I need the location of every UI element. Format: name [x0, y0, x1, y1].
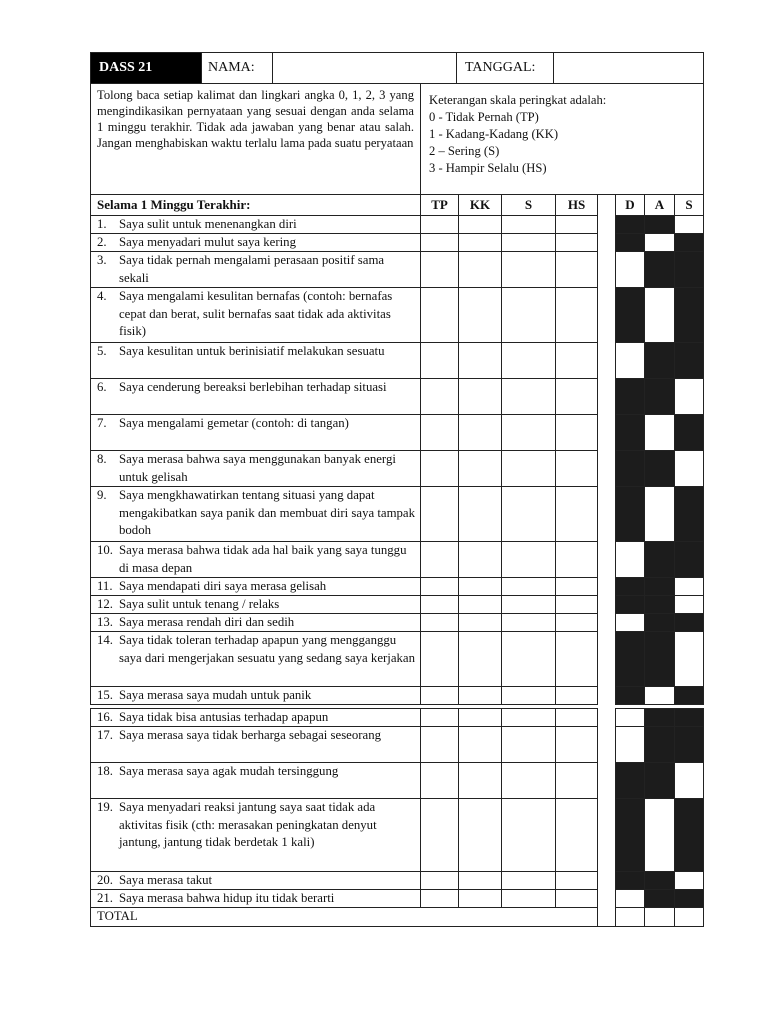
scale-marker-empty: [644, 414, 675, 451]
scale-marker-filled: [644, 889, 675, 908]
scale-marker-filled: [644, 762, 675, 799]
scale-marker-empty: [644, 686, 675, 705]
question-number: 20.: [97, 873, 113, 887]
scale-marker-filled: [674, 287, 704, 343]
question-row: [90, 871, 421, 890]
scale-marker-filled: [644, 595, 675, 614]
scale-marker-empty: [615, 708, 645, 727]
rating-cell[interactable]: [555, 450, 598, 487]
legend-item: 1 - Kadang-Kadang (KK): [429, 127, 559, 141]
column-gap: [597, 907, 616, 927]
rating-cell[interactable]: [555, 595, 598, 614]
question-text: Saya merasa bahwa hidup itu tidak berarti: [119, 891, 335, 905]
question-row: [90, 342, 421, 379]
question-text: Saya merasa saya mudah untuk panik: [119, 688, 312, 702]
rating-cell[interactable]: [458, 342, 502, 379]
rating-cell[interactable]: [555, 631, 598, 687]
question-row: [90, 450, 421, 487]
rating-cell[interactable]: [501, 486, 556, 542]
scale-marker-empty: [644, 233, 675, 252]
question-row: [90, 889, 421, 908]
rating-cell[interactable]: [501, 595, 556, 614]
rating-cell[interactable]: [501, 708, 556, 727]
scale-marker-empty: [644, 798, 675, 872]
rating-cell[interactable]: [501, 215, 556, 234]
scale-marker-empty: [615, 726, 645, 763]
rating-cell[interactable]: [458, 871, 502, 890]
question-row: [90, 414, 421, 451]
column-gap: [597, 541, 616, 578]
question-number: 9.: [97, 488, 107, 502]
legend-item: 3 - Hampir Selalu (HS): [429, 161, 547, 175]
scale-marker-filled: [644, 726, 675, 763]
rating-cell[interactable]: [501, 798, 556, 872]
column-gap: [597, 595, 616, 614]
scale-marker-filled: [674, 541, 704, 578]
scale-marker-filled: [674, 708, 704, 727]
rating-cell[interactable]: [458, 414, 502, 451]
question-text: Saya merasa rendah diri dan sedih: [119, 615, 295, 629]
rating-cell[interactable]: [420, 686, 459, 705]
question-number: 14.: [97, 633, 113, 647]
scale-marker-filled: [674, 686, 704, 705]
column-gap: [597, 342, 616, 379]
rating-cell[interactable]: [420, 486, 459, 542]
scale-marker-filled: [674, 414, 704, 451]
instructions-text: Tolong baca setiap kalimat dan lingkari angka 0, 1, 2, 3 yang mengindikasikan pernyataan yang sesuai dengan anda selama 1 minggu terakhir. Tidak ada jawaban yang benar atau salah. Jangan menghabiskan waktu terlalu lama pada suatu peryataan: [90, 83, 421, 195]
scale-marker-empty: [644, 287, 675, 343]
question-number: 2.: [97, 235, 107, 249]
scale-marker-filled: [674, 726, 704, 763]
question-number: 5.: [97, 344, 107, 358]
question-text: Saya merasa saya tidak berharga sebagai seseorang: [119, 728, 381, 742]
total-cell[interactable]: [674, 907, 704, 927]
question-number: 15.: [97, 688, 113, 702]
question-row: [90, 577, 421, 596]
scale-marker-filled: [644, 541, 675, 578]
column-gap: [597, 287, 616, 343]
column-gap: [597, 708, 616, 727]
rating-cell[interactable]: [555, 251, 598, 288]
question-text: Saya menyadari mulut saya kering: [119, 235, 296, 249]
scale-marker-filled: [615, 414, 645, 451]
rating-cell[interactable]: [501, 342, 556, 379]
column-gap: [597, 871, 616, 890]
scale-marker-empty: [674, 215, 704, 234]
question-row: [90, 215, 421, 234]
rating-cell[interactable]: [501, 450, 556, 487]
scale-marker-filled: [674, 798, 704, 872]
question-text: Saya mendapati diri saya merasa gelisah: [119, 579, 327, 593]
rating-cell[interactable]: [555, 871, 598, 890]
rating-column-header: S: [501, 194, 556, 216]
rating-cell[interactable]: [555, 414, 598, 451]
tanggal-field[interactable]: [553, 52, 704, 84]
scale-marker-filled: [615, 631, 645, 687]
rating-cell[interactable]: [555, 486, 598, 542]
rating-cell[interactable]: [555, 708, 598, 727]
scale-marker-filled: [615, 233, 645, 252]
rating-cell[interactable]: [420, 251, 459, 288]
question-text: Saya sulit untuk tenang / relaks: [119, 597, 280, 611]
nama-field[interactable]: [272, 52, 457, 84]
rating-cell[interactable]: [501, 577, 556, 596]
question-row: [90, 726, 421, 763]
rating-cell[interactable]: [501, 762, 556, 799]
rating-cell[interactable]: [458, 613, 502, 632]
rating-cell[interactable]: [458, 726, 502, 763]
rating-cell[interactable]: [458, 486, 502, 542]
rating-cell[interactable]: [420, 631, 459, 687]
question-number: 18.: [97, 764, 113, 778]
rating-cell[interactable]: [420, 342, 459, 379]
total-label: [90, 907, 598, 927]
rating-cell[interactable]: [555, 541, 598, 578]
rating-cell[interactable]: [555, 726, 598, 763]
scale-marker-filled: [644, 342, 675, 379]
question-text: Saya tidak pernah mengalami perasaan positif sama sekali: [119, 253, 385, 285]
rating-cell[interactable]: [555, 798, 598, 872]
scale-legend: [420, 83, 704, 195]
rating-cell[interactable]: [420, 215, 459, 234]
rating-cell[interactable]: [458, 798, 502, 872]
question-number: 3.: [97, 253, 107, 267]
column-gap: [597, 798, 616, 872]
column-gap: [597, 762, 616, 799]
scale-marker-filled: [644, 613, 675, 632]
column-gap: [597, 613, 616, 632]
tanggal-label: TANGGAL:: [456, 52, 554, 84]
question-number: 10.: [97, 543, 113, 557]
question-row: [90, 486, 421, 542]
question-text: Saya sulit untuk menenangkan diri: [119, 217, 297, 231]
scale-marker-filled: [674, 889, 704, 908]
scale-marker-filled: [615, 686, 645, 705]
column-gap: [597, 378, 616, 415]
rating-cell[interactable]: [458, 762, 502, 799]
rating-cell[interactable]: [501, 613, 556, 632]
question-text: Saya merasa bahwa saya menggunakan banyak energi untuk gelisah: [119, 452, 396, 484]
question-row: [90, 541, 421, 578]
question-text: Saya tidak toleran terhadap apapun yang mengganggu saya dari mengerjakan sesuatu yang sedang saya kerjakan: [119, 633, 415, 665]
column-gap: [597, 233, 616, 252]
question-number: 17.: [97, 728, 113, 742]
question-number: 16.: [97, 710, 113, 724]
rating-cell[interactable]: [501, 889, 556, 908]
rating-cell[interactable]: [458, 233, 502, 252]
question-number: 1.: [97, 217, 107, 231]
question-number: 11.: [97, 579, 113, 593]
rating-cell[interactable]: [555, 613, 598, 632]
column-gap: [597, 686, 616, 705]
column-gap: [597, 726, 616, 763]
scale-marker-empty: [674, 577, 704, 596]
rating-cell[interactable]: [420, 726, 459, 763]
question-row: [90, 631, 421, 687]
rating-cell[interactable]: [555, 378, 598, 415]
form-header: [90, 52, 704, 84]
question-number: 13.: [97, 615, 113, 629]
scale-marker-filled: [644, 871, 675, 890]
rating-cell[interactable]: [420, 762, 459, 799]
scale-marker-filled: [644, 708, 675, 727]
rating-cell[interactable]: [420, 798, 459, 872]
scale-marker-filled: [644, 215, 675, 234]
rating-cell[interactable]: [420, 595, 459, 614]
rating-cell[interactable]: [501, 251, 556, 288]
rating-column-header: HS: [555, 194, 598, 216]
question-text: Saya tidak bisa antusias terhadap apapun: [119, 710, 329, 724]
scale-marker-filled: [644, 378, 675, 415]
legend-item: 0 - Tidak Pernah (TP): [429, 110, 539, 124]
rating-cell[interactable]: [420, 613, 459, 632]
rating-cell[interactable]: [458, 708, 502, 727]
scale-marker-empty: [674, 871, 704, 890]
rating-cell[interactable]: [458, 541, 502, 578]
question-row: [90, 708, 421, 727]
question-number: 8.: [97, 452, 107, 466]
rating-cell[interactable]: [420, 541, 459, 578]
rating-cell[interactable]: [420, 450, 459, 487]
scale-marker-empty: [615, 889, 645, 908]
column-gap: [597, 450, 616, 487]
question-row: [90, 378, 421, 415]
rating-cell[interactable]: [555, 889, 598, 908]
total-cell[interactable]: [615, 907, 645, 927]
legend-title: Keterangan skala peringkat adalah:: [429, 93, 607, 107]
scale-column-header: S: [674, 194, 704, 216]
question-text: Saya cenderung bereaksi berlebihan terhadap situasi: [119, 380, 387, 394]
rating-cell[interactable]: [458, 577, 502, 596]
rating-cell[interactable]: [555, 342, 598, 379]
total-cell[interactable]: [644, 907, 675, 927]
scale-marker-filled: [674, 486, 704, 542]
question-text: Saya menyadari reaksi jantung saya saat tidak ada aktivitas fisik (cth: merasakan peningkatan denyut jantung, jantung tidak berdetak 1 kali): [119, 800, 377, 849]
question-text: Saya mengalami kesulitan bernafas (contoh: bernafas cepat dan berat, sulit bernafas saat tidak ada aktivitas fisik): [119, 289, 393, 338]
column-gap: [597, 194, 616, 216]
rating-cell[interactable]: [501, 871, 556, 890]
rating-cell[interactable]: [420, 708, 459, 727]
scale-marker-filled: [674, 342, 704, 379]
rating-cell[interactable]: [458, 450, 502, 487]
rating-cell[interactable]: [555, 577, 598, 596]
scale-marker-empty: [674, 595, 704, 614]
rating-cell[interactable]: [501, 287, 556, 343]
scale-marker-filled: [615, 215, 645, 234]
nama-label: NAMA:: [201, 52, 273, 84]
rating-cell[interactable]: [458, 251, 502, 288]
question-text: Saya merasa takut: [119, 873, 213, 887]
question-row: [90, 798, 421, 872]
question-number: 7.: [97, 416, 107, 430]
rating-cell[interactable]: [420, 287, 459, 343]
rating-cell[interactable]: [555, 233, 598, 252]
column-gap: [597, 889, 616, 908]
instruction-block: [90, 83, 704, 195]
question-text: Saya mengkhawatirkan tentang situasi yang dapat mengakibatkan saya panik dan membuat diri saya tampak bodoh: [119, 488, 416, 537]
scale-marker-empty: [674, 378, 704, 415]
scale-column-header: D: [615, 194, 645, 216]
rating-cell[interactable]: [420, 577, 459, 596]
scale-marker-filled: [615, 798, 645, 872]
legend-item: 2 – Sering (S): [429, 144, 500, 158]
table-header-label: Selama 1 Minggu Terakhir:: [90, 194, 421, 216]
rating-cell[interactable]: [458, 287, 502, 343]
rating-cell[interactable]: [501, 541, 556, 578]
scale-marker-empty: [674, 450, 704, 487]
rating-cell[interactable]: [420, 414, 459, 451]
column-gap: [597, 251, 616, 288]
rating-cell[interactable]: [501, 378, 556, 415]
question-row: [90, 287, 421, 343]
rating-cell[interactable]: [555, 287, 598, 343]
scale-marker-filled: [615, 577, 645, 596]
rating-cell[interactable]: [458, 215, 502, 234]
question-number: 6.: [97, 380, 107, 394]
total-text: TOTAL: [97, 909, 138, 923]
rating-cell[interactable]: [420, 233, 459, 252]
scale-marker-filled: [644, 631, 675, 687]
question-row: [90, 762, 421, 799]
scale-marker-filled: [674, 233, 704, 252]
scale-marker-filled: [615, 871, 645, 890]
rating-cell[interactable]: [458, 889, 502, 908]
scale-marker-empty: [615, 613, 645, 632]
column-gap: [597, 414, 616, 451]
scale-marker-filled: [615, 450, 645, 487]
rating-cell[interactable]: [555, 215, 598, 234]
scale-marker-empty: [615, 251, 645, 288]
scale-marker-filled: [615, 287, 645, 343]
rating-cell[interactable]: [555, 762, 598, 799]
scale-marker-empty: [644, 486, 675, 542]
question-text: Saya kesulitan untuk berinisiatif melakukan sesuatu: [119, 344, 385, 358]
rating-cell[interactable]: [458, 378, 502, 415]
rating-cell[interactable]: [420, 889, 459, 908]
scale-marker-empty: [615, 541, 645, 578]
form-title: DASS 21: [90, 52, 202, 84]
column-gap: [597, 215, 616, 234]
rating-cell[interactable]: [501, 631, 556, 687]
question-number: 12.: [97, 597, 113, 611]
table-bottom-border: [90, 926, 704, 927]
scale-marker-filled: [644, 251, 675, 288]
column-gap: [597, 577, 616, 596]
question-number: 21.: [97, 891, 113, 905]
column-gap: [597, 631, 616, 687]
scale-marker-filled: [644, 450, 675, 487]
rating-cell[interactable]: [458, 595, 502, 614]
rating-cell[interactable]: [501, 414, 556, 451]
question-row: [90, 251, 421, 288]
question-number: 4.: [97, 289, 107, 303]
scale-marker-empty: [615, 342, 645, 379]
scale-marker-filled: [644, 577, 675, 596]
rating-cell[interactable]: [420, 871, 459, 890]
rating-cell[interactable]: [501, 686, 556, 705]
scale-marker-filled: [674, 613, 704, 632]
rating-column-header: KK: [458, 194, 502, 216]
question-number: 19.: [97, 800, 113, 814]
scale-marker-empty: [674, 631, 704, 687]
column-gap: [597, 486, 616, 542]
scale-column-header: A: [644, 194, 675, 216]
rating-column-header: TP: [420, 194, 459, 216]
scale-marker-filled: [615, 595, 645, 614]
rating-cell[interactable]: [555, 686, 598, 705]
question-text: Saya mengalami gemetar (contoh: di tangan): [119, 416, 349, 430]
rating-cell[interactable]: [501, 233, 556, 252]
question-row: [90, 233, 421, 252]
scale-marker-empty: [674, 762, 704, 799]
scale-marker-filled: [615, 378, 645, 415]
rating-cell[interactable]: [501, 726, 556, 763]
rating-cell[interactable]: [458, 686, 502, 705]
scale-marker-filled: [674, 251, 704, 288]
question-row: [90, 613, 421, 632]
question-row: [90, 595, 421, 614]
question-row: [90, 686, 421, 705]
question-text: Saya merasa saya agak mudah tersinggung: [119, 764, 339, 778]
question-text: Saya merasa bahwa tidak ada hal baik yang saya tunggu di masa depan: [119, 543, 407, 575]
scale-marker-filled: [615, 486, 645, 542]
rating-cell[interactable]: [420, 378, 459, 415]
rating-cell[interactable]: [458, 631, 502, 687]
scale-marker-filled: [615, 762, 645, 799]
